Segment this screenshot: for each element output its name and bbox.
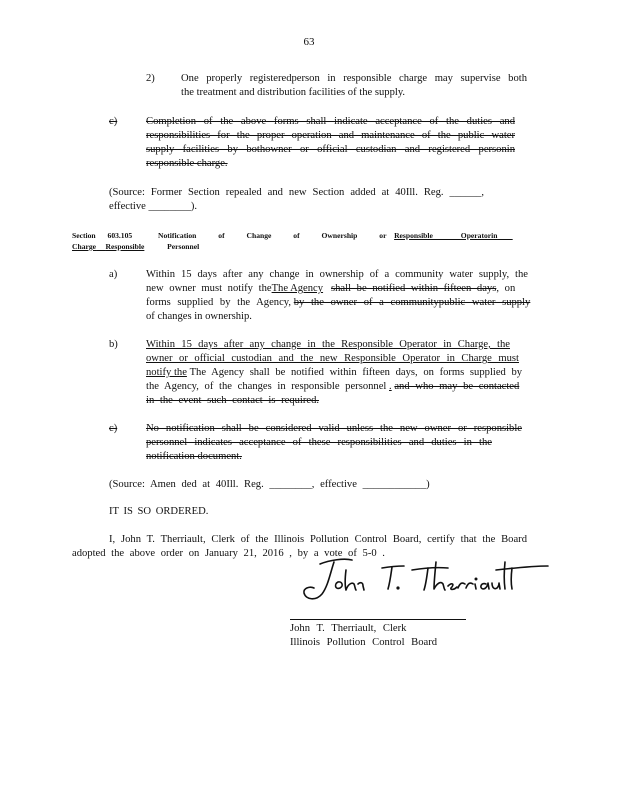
item-2-line-2: the treatment and distribution facilities of the supply.	[181, 87, 406, 98]
item-a-inserted-text: The Agency	[271, 283, 324, 294]
item-c-line-3: supply facilities by bothowner or official custodian and registered personin	[146, 144, 515, 155]
item-b-line-2: owner or official custodian and the new Responsible Operator in Charge must	[146, 353, 519, 364]
certification-line-2: adopted the above order on January 21, 2016 , by a vote of 5-0 .	[72, 548, 385, 559]
item-c-line-4: responsible charge.	[146, 158, 228, 169]
signature-line	[290, 619, 466, 620]
source-note-1-line-1: (Source: Former Section repealed and new Section added at 40Ill. Reg. ______,	[109, 187, 484, 198]
item-c2-marker: c)	[109, 423, 118, 434]
item-2-line-1: One properly registeredperson in responsible charge may supervise both	[181, 73, 527, 84]
handwritten-signature	[300, 556, 550, 606]
item-a-deleted-text-1: shall be notified within fifteen days	[331, 283, 497, 294]
item-b-deleted-text-2: in the event such contact is required.	[146, 395, 320, 406]
source-note-1-line-2: effective ________).	[109, 201, 198, 212]
item-2-marker: 2)	[146, 73, 155, 84]
item-b-line-3-end: , on forms supplied by	[415, 367, 523, 378]
section-title-part-2: Personnel	[167, 242, 200, 251]
signatory-name-title: John T. Therriault, Clerk	[290, 623, 407, 634]
signatory-organization: Illinois Pollution Control Board	[290, 637, 438, 648]
page-number: 63	[303, 36, 315, 48]
section-heading	[72, 230, 513, 241]
item-b-line-4-text: the Agency, of the changes in responsible personnel	[146, 381, 387, 392]
item-a-line-3	[146, 296, 530, 310]
item-a-line-2	[146, 282, 515, 296]
item-a-line-4: of changes in ownership.	[146, 311, 252, 322]
item-c2-line-1: No notification shall be considered valid unless the new owner or responsible	[146, 423, 522, 434]
section-title-underlined-3: Responsible	[105, 242, 145, 251]
item-a-line-3-text: forms supplied by the Agency,	[146, 297, 292, 308]
item-a-line-2-text: new owner must notify the	[146, 283, 272, 294]
certification-line-1: I, John T. Therriault, Clerk of the Illinois Pollution Control Board, certify that the Board	[109, 534, 527, 545]
section-number: Section 603.105	[72, 231, 133, 240]
item-c-marker: c)	[109, 116, 118, 127]
item-a-marker: a)	[109, 269, 118, 280]
item-b-line-3	[146, 366, 522, 380]
item-b-deleted-text-1: and who may be contacted	[394, 381, 520, 392]
section-title-underlined-2: Charge	[72, 242, 97, 251]
item-b-line-3-text: The Agency shall be notified within fifteen days	[189, 367, 416, 378]
item-c2-line-2: personnel indicates acceptance of these responsibilities and duties in the	[146, 437, 492, 448]
item-b-inserted-text: notify the	[146, 367, 187, 378]
section-title-part-1: Notification of Change of Ownership or	[158, 231, 387, 240]
item-b-marker: b)	[109, 339, 118, 350]
section-heading-line-2	[72, 241, 199, 252]
item-a-line-2-end: , on	[496, 283, 516, 294]
item-b-inserted-period: .	[389, 381, 392, 392]
item-c2-line-3: notification document.	[146, 451, 242, 462]
item-b-line-4	[146, 380, 519, 394]
item-c-line-1: Completion of the above forms shall indicate acceptance of the duties and	[146, 116, 515, 127]
source-note-2: (Source: Amen ded at 40Ill. Reg. ________, effective ____________)	[109, 479, 430, 490]
item-a-line-1: Within 15 days after any change in ownership of a community water supply, the	[146, 269, 528, 280]
item-a-deleted-text-2: by the owner of a communitypublic water supply	[293, 297, 531, 308]
section-title-underlined-1: Responsible Operatorin	[394, 231, 498, 240]
item-c-line-2: responsibilities for the proper operation and maintenance of the public water	[146, 130, 515, 141]
item-b-line-1: Within 15 days after any change in the Responsible Operator in Charge, the	[146, 339, 510, 350]
ordered-statement: IT IS SO ORDERED.	[109, 506, 209, 517]
